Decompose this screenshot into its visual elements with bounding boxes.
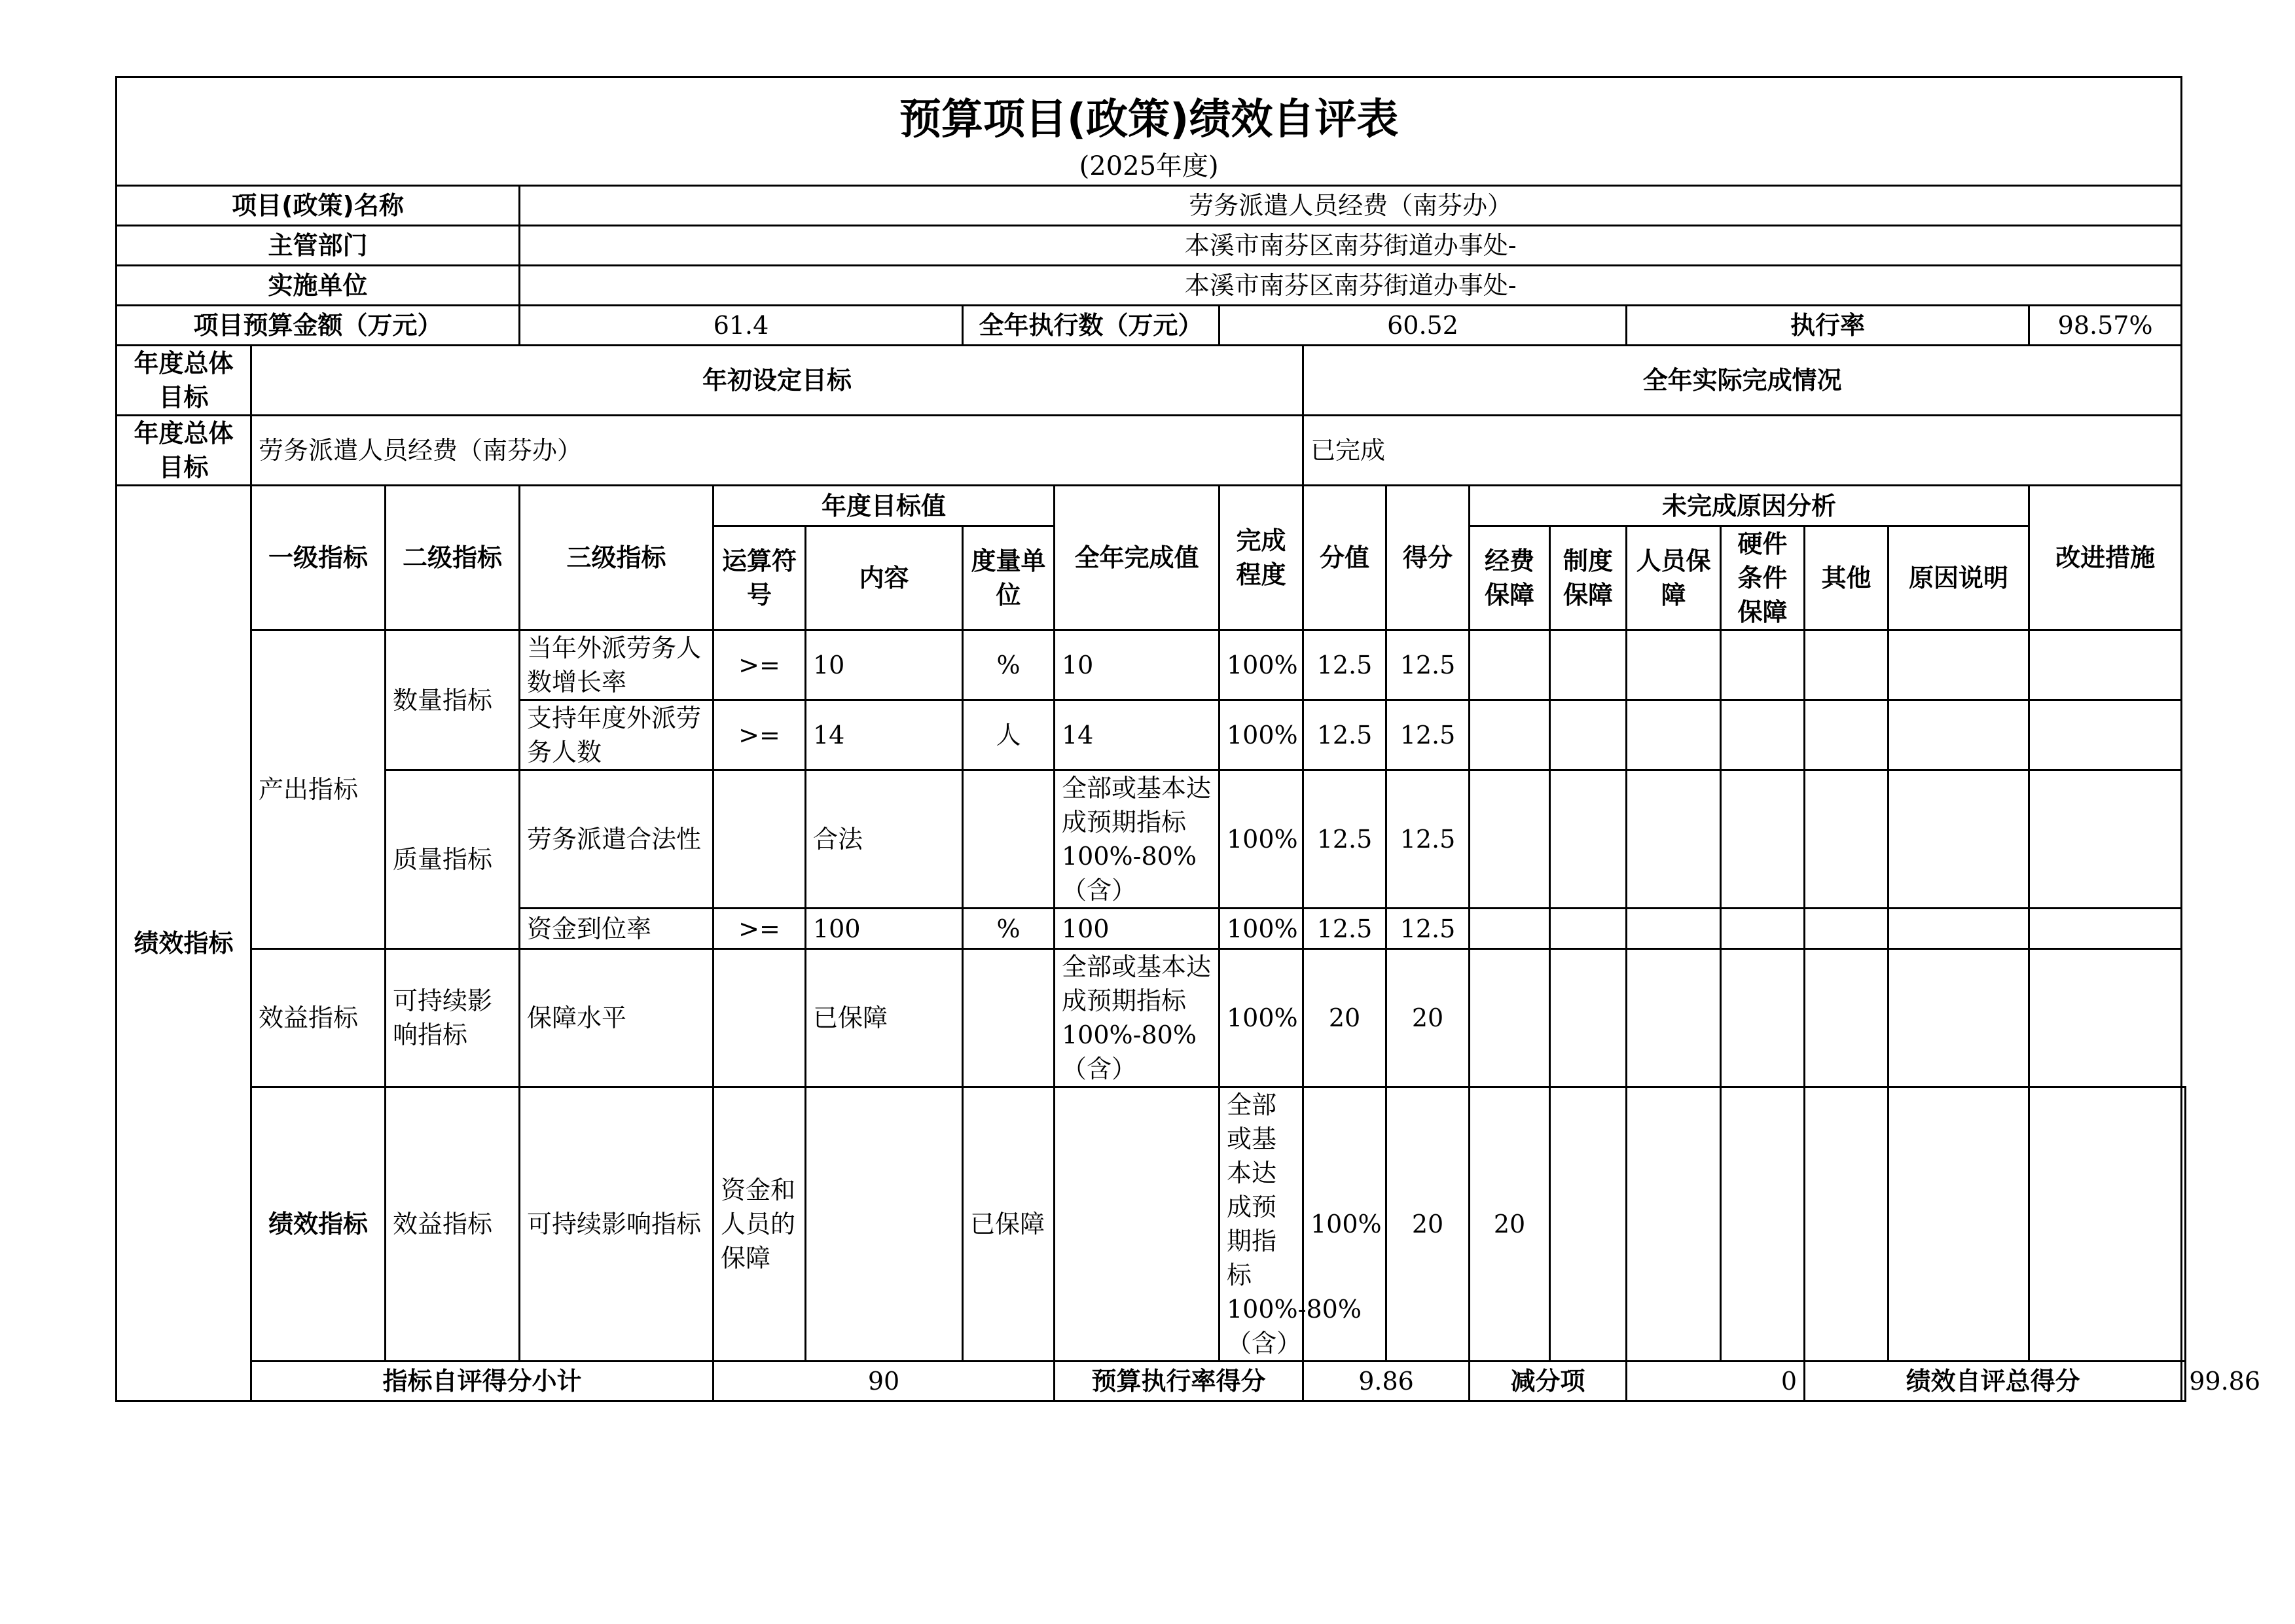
- indicator-operator: >=: [714, 630, 806, 700]
- reason-cell: [1550, 1087, 1627, 1362]
- subtotal-value: 90: [714, 1362, 1055, 1401]
- header-level1: 一级指标: [251, 486, 386, 630]
- improve-cell: [2029, 909, 2182, 949]
- unit-label: 实施单位: [117, 266, 520, 306]
- reason-cell: [1888, 949, 2029, 1087]
- reason-cell: [1805, 909, 1888, 949]
- indicator-actual: 全部或基本达成预期指标100%-80%（含）: [1055, 949, 1220, 1087]
- reason-cell: [1550, 949, 1627, 1087]
- goal-label: 年度总体目标: [117, 416, 251, 486]
- header-improve: 改进措施: [2029, 486, 2182, 630]
- indicator-content: 10: [806, 630, 963, 700]
- indicator-operator: [806, 1087, 963, 1362]
- indicator-score: 20: [1470, 1087, 1550, 1362]
- executed-value: 60.52: [1220, 306, 1627, 346]
- subcategory-sustain: 可持续影响指标: [386, 949, 520, 1087]
- reason-cell: [1470, 700, 1550, 770]
- exec-score-label: 预算执行率得分: [1055, 1362, 1303, 1401]
- reason-cell: [1805, 630, 1888, 700]
- reason-cell: [1888, 700, 2029, 770]
- reason-cell: [1721, 700, 1805, 770]
- header-reason-other: 其他: [1805, 526, 1888, 630]
- reason-cell: [1721, 1087, 1805, 1362]
- header-reason-system: 制度保障: [1550, 526, 1627, 630]
- indicator-unit: %: [963, 909, 1055, 949]
- reason-cell: [1888, 630, 2029, 700]
- improve-cell: [2029, 700, 2182, 770]
- header-reason-funds: 经费保障: [1470, 526, 1550, 630]
- indicator-value: 12.5: [1303, 700, 1386, 770]
- reason-cell: [2029, 1087, 2182, 1362]
- reason-cell: [1470, 770, 1550, 909]
- indicator-content: 100: [806, 909, 963, 949]
- indicator-unit: 人: [963, 700, 1055, 770]
- indicator-name: 保障水平: [520, 949, 714, 1087]
- indicator-content: 14: [806, 700, 963, 770]
- total-label: 绩效自评总得分: [1805, 1362, 2182, 1401]
- category-output: 产出指标: [251, 630, 386, 949]
- indicator-score: 12.5: [1386, 909, 1470, 949]
- indicator-content: 合法: [806, 770, 963, 909]
- perf-indicator-label: 绩效指标: [251, 1087, 386, 1362]
- project-name-label: 项目(政策)名称: [117, 186, 520, 226]
- reason-cell: [1627, 909, 1721, 949]
- category-benefit: 效益指标: [386, 1087, 520, 1362]
- indicator-content: 已保障: [963, 1087, 1055, 1362]
- goal-initial-value: 劳务派遣人员经费（南芬办）: [251, 416, 1303, 486]
- indicator-value: 20: [1303, 949, 1386, 1087]
- improve-cell: [2029, 949, 2182, 1087]
- indicator-completion: 100%: [1303, 1087, 1386, 1362]
- budget-value: 61.4: [520, 306, 963, 346]
- indicator-operator: >=: [714, 700, 806, 770]
- indicator-operator: [714, 770, 806, 909]
- indicator-score: 12.5: [1386, 770, 1470, 909]
- goal-initial-header: 年初设定目标: [251, 346, 1303, 416]
- reason-cell: [1888, 770, 2029, 909]
- indicator-value: 12.5: [1303, 909, 1386, 949]
- header-measure: 度量单位: [963, 526, 1055, 630]
- subtotal-label: 指标自评得分小计: [251, 1362, 714, 1401]
- header-content: 内容: [806, 526, 963, 630]
- reason-cell: [1470, 630, 1550, 700]
- indicator-score: 20: [1386, 949, 1470, 1087]
- page-title: 预算项目(政策)绩效自评表: [899, 95, 1399, 144]
- indicator-score: 12.5: [1386, 700, 1470, 770]
- improve-cell: [2182, 1087, 2186, 1362]
- goal-label: 年度总体目标: [117, 346, 251, 416]
- indicator-completion: 100%: [1220, 909, 1303, 949]
- reason-cell: [1888, 909, 2029, 949]
- reason-cell: [1550, 909, 1627, 949]
- header-actual: 全年完成值: [1055, 486, 1220, 630]
- indicator-actual: 14: [1055, 700, 1220, 770]
- header-reason-note: 原因说明: [1888, 526, 2029, 630]
- improve-cell: [2029, 770, 2182, 909]
- unit-value: 本溪市南芬区南芬街道办事处-: [520, 266, 2182, 306]
- total-value: 99.86: [2182, 1362, 2186, 1401]
- indicator-operator: [714, 949, 806, 1087]
- indicator-unit: [963, 770, 1055, 909]
- reason-cell: [1721, 909, 1805, 949]
- indicator-actual: 全部或基本达成预期指标100%-80%（含）: [1220, 1087, 1303, 1362]
- deduct-value: 0: [1627, 1362, 1805, 1401]
- indicator-unit: [963, 949, 1055, 1087]
- budget-label: 项目预算金额（万元）: [117, 306, 520, 346]
- indicator-name: 当年外派劳务人数增长率: [520, 630, 714, 700]
- subcategory-quality: 质量指标: [386, 770, 520, 949]
- indicator-value: 12.5: [1303, 630, 1386, 700]
- indicator-actual: 100: [1055, 909, 1220, 949]
- indicator-name: 资金和人员的保障: [714, 1087, 806, 1362]
- reason-cell: [1805, 1087, 1888, 1362]
- reason-cell: [1721, 949, 1805, 1087]
- header-target-group: 年度目标值: [714, 486, 1055, 526]
- indicator-actual: 全部或基本达成预期指标100%-80%（含）: [1055, 770, 1220, 909]
- reason-cell: [1627, 770, 1721, 909]
- dept-label: 主管部门: [117, 226, 520, 266]
- indicator-unit: [1055, 1087, 1220, 1362]
- reason-cell: [1470, 949, 1550, 1087]
- indicator-name: 资金到位率: [520, 909, 714, 949]
- indicator-value: 12.5: [1303, 770, 1386, 909]
- header-reason-staff: 人员保障: [1627, 526, 1721, 630]
- executed-label: 全年执行数（万元）: [963, 306, 1220, 346]
- reason-cell: [1627, 630, 1721, 700]
- header-reason-hardware: 硬件条件保障: [1721, 526, 1805, 630]
- subcategory-sustain: 可持续影响指标: [520, 1087, 714, 1362]
- reason-cell: [1888, 1087, 2029, 1362]
- reason-cell: [1470, 909, 1550, 949]
- indicator-unit: %: [963, 630, 1055, 700]
- indicator-name: 支持年度外派劳务人数: [520, 700, 714, 770]
- rate-label: 执行率: [1627, 306, 2029, 346]
- dept-value: 本溪市南芬区南芬街道办事处-: [520, 226, 2182, 266]
- header-score: 得分: [1386, 486, 1470, 630]
- rate-value: 98.57%: [2029, 306, 2182, 346]
- project-name-value: 劳务派遣人员经费（南芬办）: [520, 186, 2182, 226]
- indicator-completion: 100%: [1220, 630, 1303, 700]
- indicator-completion: 100%: [1220, 700, 1303, 770]
- reason-cell: [1550, 700, 1627, 770]
- reason-cell: [1627, 700, 1721, 770]
- goal-actual-header: 全年实际完成情况: [1303, 346, 2182, 416]
- indicator-content: 已保障: [806, 949, 963, 1087]
- perf-indicator-label: 绩效指标: [117, 486, 251, 1401]
- indicator-name: 劳务派遣合法性: [520, 770, 714, 909]
- reason-cell: [1805, 700, 1888, 770]
- indicator-score: 12.5: [1386, 630, 1470, 700]
- reason-cell: [1805, 770, 1888, 909]
- reason-cell: [1550, 630, 1627, 700]
- header-operator: 运算符号: [714, 526, 806, 630]
- reason-cell: [1550, 770, 1627, 909]
- title-cell: [117, 77, 2182, 186]
- reason-cell: [1805, 949, 1888, 1087]
- indicator-completion: 100%: [1220, 949, 1303, 1087]
- header-reason-group: 未完成原因分析: [1470, 486, 2029, 526]
- improve-cell: [2029, 630, 2182, 700]
- header-score-value: 分值: [1303, 486, 1386, 630]
- exec-score-value: 9.86: [1303, 1362, 1470, 1401]
- reason-cell: [1627, 949, 1721, 1087]
- deduct-label: 减分项: [1470, 1362, 1627, 1401]
- category-benefit: 效益指标: [251, 949, 386, 1087]
- page-subtitle: (2025年度): [1079, 151, 1219, 181]
- header-level2: 二级指标: [386, 486, 520, 630]
- header-completion: 完成程度: [1220, 486, 1303, 630]
- subcategory-quantity: 数量指标: [386, 630, 520, 770]
- self-evaluation-sheet: [115, 76, 2261, 1402]
- indicator-operator: >=: [714, 909, 806, 949]
- indicator-actual: 10: [1055, 630, 1220, 700]
- evaluation-table: [115, 76, 2261, 1402]
- reason-cell: [1627, 1087, 1721, 1362]
- header-level3: 三级指标: [520, 486, 714, 630]
- indicator-value: 20: [1386, 1087, 1470, 1362]
- indicator-completion: 100%: [1220, 770, 1303, 909]
- reason-cell: [1721, 630, 1805, 700]
- reason-cell: [1721, 770, 1805, 909]
- goal-actual-value: 已完成: [1303, 416, 2182, 486]
